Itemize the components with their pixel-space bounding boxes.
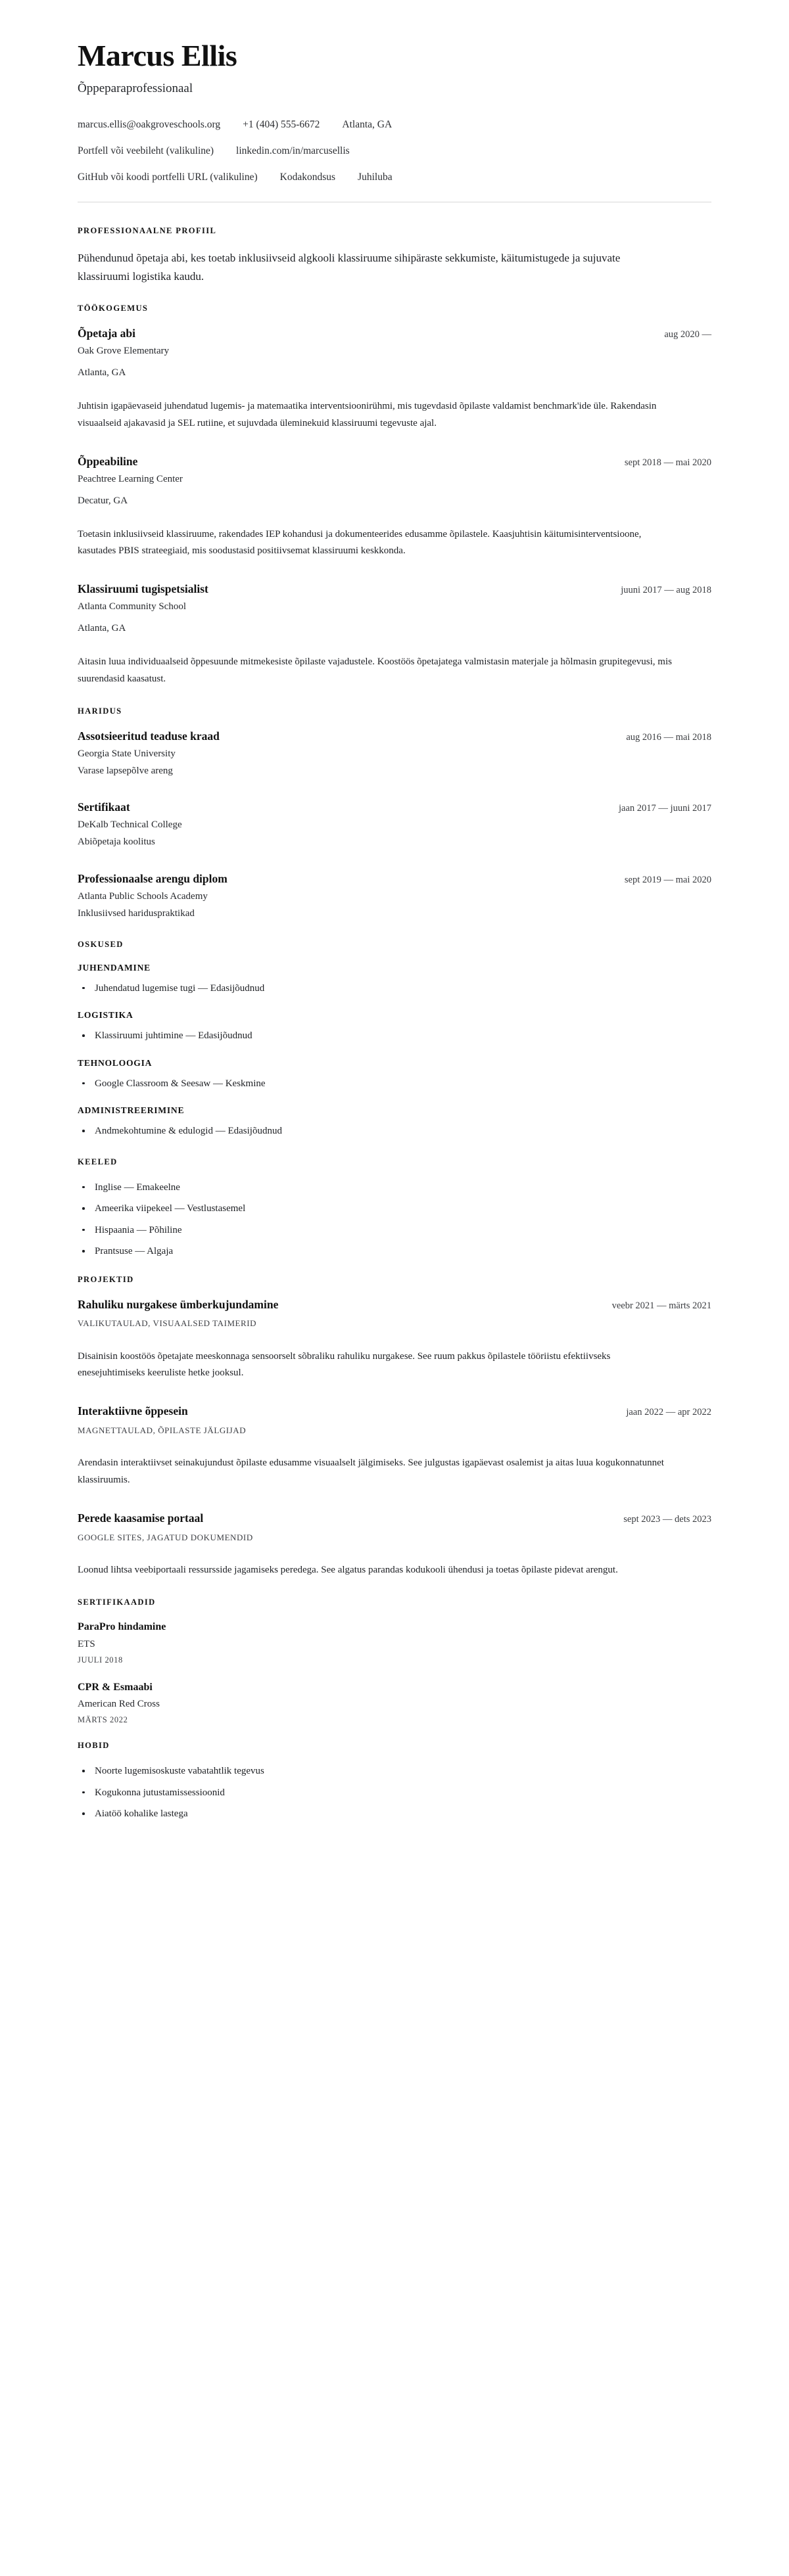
experience-entry-head xyxy=(78,582,711,597)
project-description: Loonud lihtsa veebiportaali ressursside jagamiseks peredega. See algatus parandas kodukooli ühendusi ja toetas õpilaste pidevat arengut. xyxy=(78,1564,618,1575)
skill-list xyxy=(78,1028,711,1044)
profile-summary: Pühendunud õpetaja abi, kes toetab inklusiivseid algkooli klassiruume sihipäraste sekkumiste, käitumistugede ja sujuvate klassiruumi logistika kaudu. xyxy=(78,252,621,283)
section-title-skills: OSKUSED xyxy=(78,939,124,949)
experience-entry xyxy=(78,327,711,432)
experience-role: Õpetaja abi xyxy=(78,327,135,340)
education-entry xyxy=(78,729,711,779)
education-school: Georgia State University xyxy=(78,748,176,759)
language-item: Hispaania — Põhiline xyxy=(78,1223,711,1238)
hobby-item: Kogukonna jutustamissessioonid xyxy=(78,1785,711,1801)
skill-category: ADMINISTREERIMINE xyxy=(78,1105,185,1116)
experience-organization: Atlanta Community School xyxy=(78,601,186,612)
candidate-name: Marcus Ellis xyxy=(78,39,237,72)
education-field: Varase lapsepõlve areng xyxy=(78,765,173,776)
project-entry xyxy=(78,1404,711,1489)
section-title-languages: KEELED xyxy=(78,1157,118,1166)
experience-entry-head xyxy=(78,327,711,341)
certification-entry xyxy=(78,1681,711,1726)
skill-item: Andmekohtumine & edulogid — Edasijõudnud xyxy=(78,1124,711,1139)
education-entry xyxy=(78,800,711,850)
skill-group xyxy=(78,963,711,996)
section-hobbies xyxy=(78,1741,711,1822)
education-entry-head xyxy=(78,729,711,744)
section-title-projects: PROJEKTID xyxy=(78,1274,134,1284)
spacer xyxy=(78,1732,711,1741)
education-field: Inklusiivsed hariduspraktikad xyxy=(78,908,195,919)
contact-citizenship: Kodakondsus xyxy=(279,172,336,183)
certification-name: ParaPro hindamine xyxy=(78,1621,166,1632)
section-certifications xyxy=(78,1598,711,1726)
project-dates: jaan 2022 — apr 2022 xyxy=(626,1407,711,1418)
project-entry xyxy=(78,1511,711,1579)
project-description: Disainisin koostöös õpetajate meeskonnaga sensoorselt sõbraliku rahuliku nurgakese. See ruum pakkus õpilastele tööriistu efektiivseks enesejuhtimiseks keeruliste hetke jooksul. xyxy=(78,1350,611,1379)
experience-entry xyxy=(78,582,711,687)
certification-date: JUULI 2018 xyxy=(78,1655,123,1665)
language-item: Ameerika viipekeel — Vestlustasemel xyxy=(78,1201,711,1216)
contact-drivers-license: Juhiluba xyxy=(358,172,393,183)
experience-description: Aitasin luua individuaalseid õppesuunde mitmekesiste õpilaste vajadustele. Koostöös õpetajatega valmistasin materjale ja hõlmasin grupitegevusi, mis suurendasid kaasatust. xyxy=(78,656,672,684)
hobby-item: Noorte lugemisoskuste vabatahtlik tegevus xyxy=(78,1764,711,1779)
project-dates: veebr 2021 — märts 2021 xyxy=(611,1300,711,1311)
project-description: Arendasin interaktiivset seinakujundust õpilaste edusamme visuaalselt jälgimiseks. See julgustas igapäevast osalemist ja aitas luua kogukonnatunnet klassiruumis. xyxy=(78,1458,664,1486)
resume-header xyxy=(78,39,711,185)
section-languages xyxy=(78,1157,711,1259)
skill-category: TEHNOLOOGIA xyxy=(78,1057,153,1068)
project-entry-head xyxy=(78,1404,711,1419)
skill-item: Klassiruumi juhtimine — Edasijõudnud xyxy=(78,1028,711,1044)
candidate-headline: Õppeparaprofessionaal xyxy=(78,81,193,95)
section-education xyxy=(78,706,711,921)
skill-group xyxy=(78,1058,711,1092)
project-entry xyxy=(78,1298,711,1383)
skill-list xyxy=(78,981,711,996)
skill-group xyxy=(78,1105,711,1139)
education-dates: jaan 2017 — juuni 2017 xyxy=(619,803,711,814)
education-dates: sept 2019 — mai 2020 xyxy=(624,874,711,885)
skill-item: Google Classroom & Seesaw — Keskmine xyxy=(78,1076,711,1092)
education-degree: Professionaalse arengu diplom xyxy=(78,871,227,885)
contact-portfolio-placeholder[interactable]: Portfell või veebileht (valikuline) xyxy=(78,145,214,157)
education-degree: Assotsieeritud teaduse kraad xyxy=(78,729,220,743)
section-title-profile: PROFESSIONAALNE PROFIIL xyxy=(78,226,217,236)
project-meta: GOOGLE SITES, JAGATUD DOKUMENDID xyxy=(78,1532,253,1542)
contact-github-placeholder[interactable]: GitHub või koodi portfelli URL (valikuline) xyxy=(78,172,258,183)
education-entry-head xyxy=(78,800,711,815)
experience-location: Atlanta, GA xyxy=(78,623,126,634)
project-name: Rahuliku nurgakese ümberkujundamine xyxy=(78,1297,279,1311)
section-title-certifications: SERTIFIKAADID xyxy=(78,1597,156,1607)
education-school: Atlanta Public Schools Academy xyxy=(78,890,208,902)
project-name: Interaktiivne õppesein xyxy=(78,1404,188,1418)
skill-list xyxy=(78,1124,711,1139)
education-field: Abiõpetaja koolitus xyxy=(78,837,155,848)
education-entry xyxy=(78,872,711,921)
skill-item: Juhendatud lugemise tugi — Edasijõudnud xyxy=(78,981,711,996)
skill-category: LOGISTIKA xyxy=(78,1010,133,1021)
experience-role: Klassiruumi tugispetsialist xyxy=(78,582,208,596)
experience-organization: Peachtree Learning Center xyxy=(78,473,183,484)
contact-line-1 xyxy=(78,118,711,132)
experience-dates: sept 2018 — mai 2020 xyxy=(624,457,711,468)
experience-location: Atlanta, GA xyxy=(78,367,126,379)
project-dates: sept 2023 — dets 2023 xyxy=(623,1513,711,1525)
section-profile xyxy=(78,226,711,285)
certification-issuer: American Red Cross xyxy=(78,1699,160,1710)
language-item: Prantsuse — Algaja xyxy=(78,1244,711,1259)
experience-entry-head xyxy=(78,455,711,469)
hobby-item: Aiatöö kohalike lastega xyxy=(78,1806,711,1822)
education-school: DeKalb Technical College xyxy=(78,819,182,831)
experience-description: Juhtisin igapäevaseid juhendatud lugemis- ja matemaatika interventsioonirühmi, mis tugevdasid õpilaste valdamist benchmark'ide üle. Rakendasin visuaalseid ajakavasid ja SEL rutiine, et sujuvdada üleminekuid klassiruumi tegevuste ajal. xyxy=(78,401,657,428)
experience-location: Decatur, GA xyxy=(78,495,128,506)
education-degree: Sertifikaat xyxy=(78,800,130,814)
experience-description: Toetasin inklusiivseid klassiruume, rakendades IEP kohandusi ja dokumenteerides edusamme õpilastele. Kaasjuhtisin käitumisinterventsioone, kasutades PBIS strateegiaid, mis soodustasid positiivsemat klassiruumi keskkonda. xyxy=(78,528,642,557)
spacer xyxy=(78,1266,711,1275)
contact-location: Atlanta, GA xyxy=(342,119,393,131)
experience-organization: Oak Grove Elementary xyxy=(78,346,170,357)
certification-date: MÄRTS 2022 xyxy=(78,1715,128,1725)
certification-entry xyxy=(78,1621,711,1665)
certification-name: CPR & Esmaabi xyxy=(78,1681,153,1693)
contact-linkedin[interactable]: linkedin.com/in/marcusellis xyxy=(236,145,350,157)
skill-category: JUHENDAMINE xyxy=(78,962,151,973)
contact-phone[interactable]: +1 (404) 555-6672 xyxy=(243,119,320,131)
education-dates: aug 2016 — mai 2018 xyxy=(626,731,711,743)
contact-line-2 xyxy=(78,145,711,158)
certification-issuer: ETS xyxy=(78,1638,95,1649)
skill-list xyxy=(78,1076,711,1092)
section-skills xyxy=(78,940,711,1139)
experience-role: Õppeabiline xyxy=(78,454,138,468)
language-list xyxy=(78,1180,711,1259)
section-experience xyxy=(78,304,711,687)
project-entry-head xyxy=(78,1298,711,1312)
section-title-education: HARIDUS xyxy=(78,706,122,716)
contact-line-3 xyxy=(78,171,711,185)
project-meta: MAGNETTAULAD, ÕPILASTE JÄLGIJAD xyxy=(78,1425,247,1436)
skill-group xyxy=(78,1010,711,1044)
project-meta: VALIKUTAULAD, VISUAALSED TAIMERID xyxy=(78,1318,257,1329)
experience-entry xyxy=(78,455,711,560)
project-entry-head xyxy=(78,1511,711,1526)
hobby-list xyxy=(78,1764,711,1822)
education-entry-head xyxy=(78,872,711,886)
experience-dates: aug 2020 — xyxy=(664,329,711,340)
language-item: Inglise — Emakeelne xyxy=(78,1180,711,1195)
section-title-hobbies: HOBID xyxy=(78,1741,110,1751)
experience-dates: juuni 2017 — aug 2018 xyxy=(621,585,711,596)
section-title-experience: TÖÖKOGEMUS xyxy=(78,304,149,313)
project-name: Perede kaasamise portaal xyxy=(78,1511,204,1525)
contact-email[interactable]: marcus.ellis@oakgroveschools.org xyxy=(78,119,221,131)
section-projects xyxy=(78,1275,711,1579)
